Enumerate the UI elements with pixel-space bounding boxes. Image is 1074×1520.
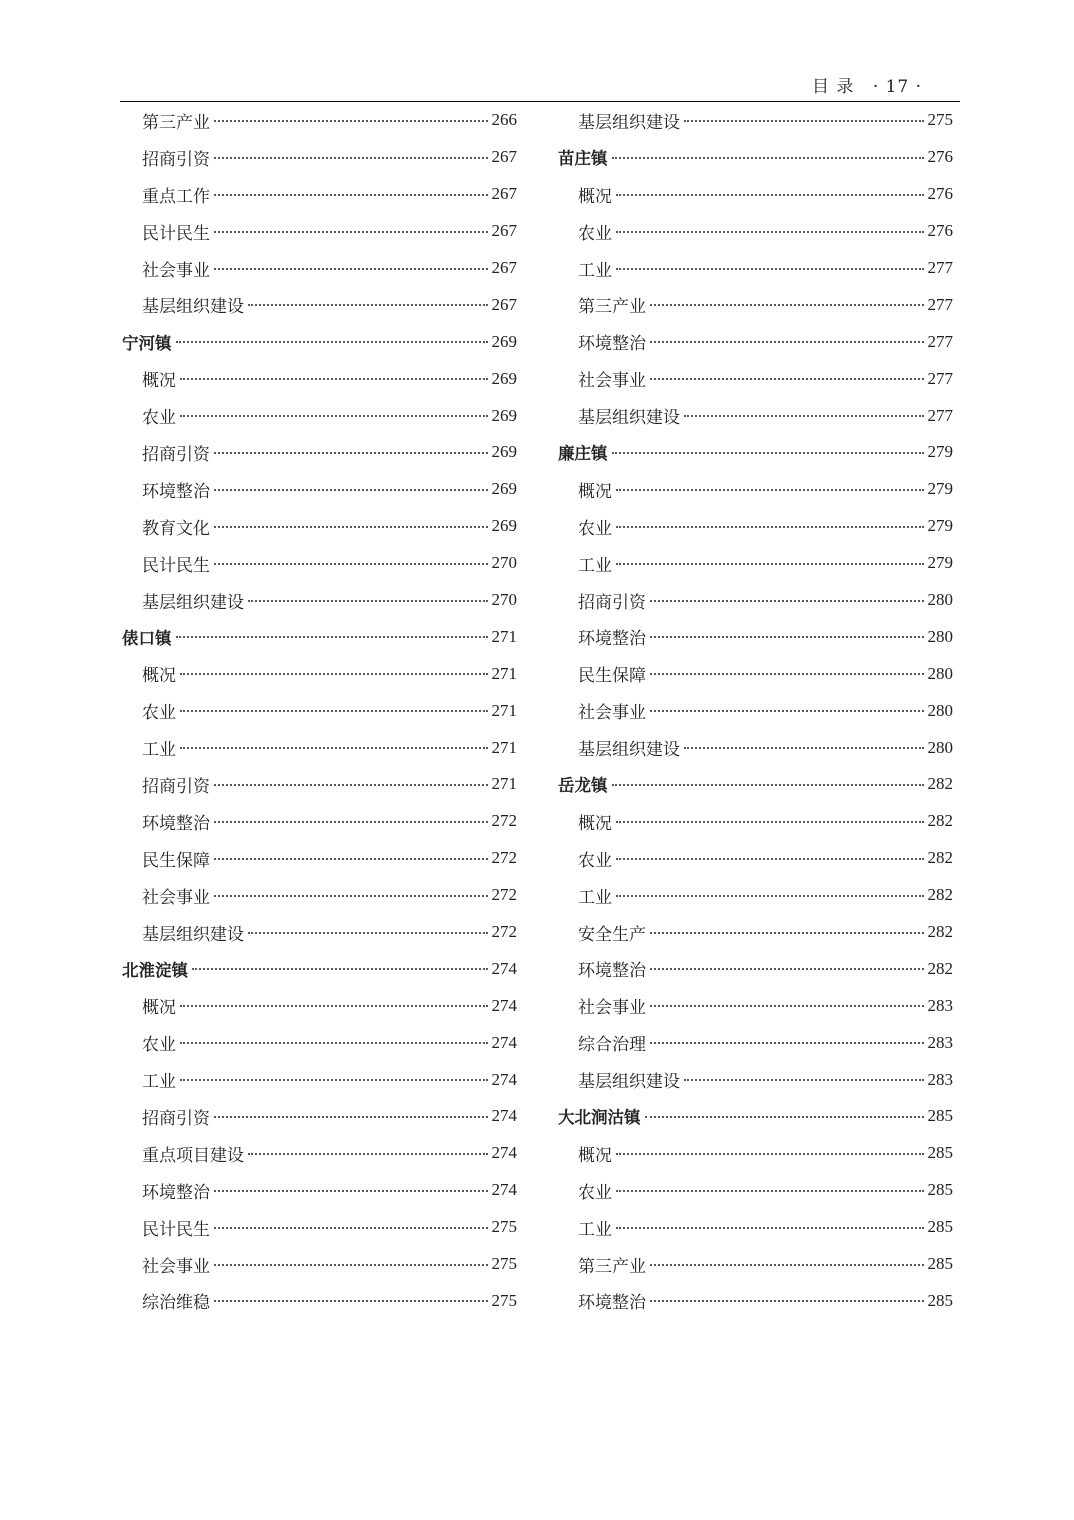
toc-entry-page: 279: [927, 516, 953, 536]
toc-subentry[interactable]: [122, 545, 517, 582]
dot-leader: [650, 340, 924, 343]
toc-entry-page: 274: [491, 958, 517, 978]
dot-leader: [248, 931, 488, 934]
toc-entry-label: 民计民生: [142, 223, 210, 244]
toc-entry-page: 285: [927, 1254, 953, 1274]
dot-leader: [650, 635, 924, 638]
dot-leader: [214, 1115, 488, 1118]
toc-entry-page: 285: [927, 1106, 953, 1126]
toc-subentry[interactable]: [122, 1135, 517, 1172]
toc-entry-page: 283: [927, 1032, 953, 1052]
dot-leader: [180, 746, 488, 749]
dot-leader: [214, 119, 488, 122]
toc-subentry[interactable]: [122, 286, 517, 323]
toc-subentry[interactable]: [122, 582, 517, 619]
toc-entry-page: 270: [491, 590, 517, 610]
toc-entry-page: 267: [491, 184, 517, 204]
toc-subentry[interactable]: [558, 655, 953, 692]
toc-subentry[interactable]: [122, 508, 517, 545]
dot-leader: [616, 857, 924, 860]
toc-subentry[interactable]: [558, 397, 953, 434]
toc-entry-page: 272: [491, 848, 517, 868]
dot-leader: [650, 377, 924, 380]
toc-subentry[interactable]: [558, 1061, 953, 1098]
toc-entry-label: 基层组织建设: [578, 740, 680, 761]
toc-entry-label: 概况: [578, 186, 612, 207]
toc-entry-label: 概况: [142, 371, 176, 392]
toc-subentry[interactable]: [558, 1209, 953, 1246]
toc-subentry[interactable]: [558, 803, 953, 840]
toc-entry-page: 275: [491, 1290, 517, 1310]
toc-entry-label: 大北涧沽镇: [558, 1108, 641, 1128]
toc-subentry[interactable]: [558, 323, 953, 360]
toc-subentry[interactable]: [122, 766, 517, 803]
toc-section-entry[interactable]: [122, 950, 517, 987]
toc-entry-page: 267: [491, 294, 517, 314]
toc-entry-page: 269: [491, 479, 517, 499]
toc-entry-page: 285: [927, 1217, 953, 1237]
toc-entry-label: 农业: [578, 223, 612, 244]
toc-entry-page: 269: [491, 331, 517, 351]
dot-leader: [214, 488, 488, 491]
toc-entry-page: 277: [927, 405, 953, 425]
dot-leader: [180, 1078, 488, 1081]
toc-entry-page: 267: [491, 258, 517, 277]
toc-subentry[interactable]: [122, 803, 517, 840]
toc-entry-page: 279: [927, 553, 953, 573]
dot-leader: [248, 1152, 488, 1155]
toc-entry-label: 环境整治: [142, 1182, 210, 1203]
toc-subentry[interactable]: [558, 545, 953, 582]
toc-entry-label: 民生保障: [578, 666, 646, 687]
toc-entry-page: 280: [927, 626, 953, 646]
toc-entry-page: 274: [491, 995, 517, 1015]
toc-entry-page: 282: [927, 848, 953, 868]
toc-subentry[interactable]: [558, 102, 953, 139]
dot-leader: [616, 525, 924, 528]
toc-entry-page: 267: [491, 221, 517, 241]
dot-leader: [616, 488, 924, 491]
toc-subentry[interactable]: [558, 729, 953, 766]
toc-entry-label: 招商引资: [142, 776, 210, 797]
toc-entry-page: 277: [927, 368, 953, 388]
toc-subentry[interactable]: [558, 1172, 953, 1209]
toc-entry-page: 267: [491, 147, 517, 167]
toc-entry-page: 272: [491, 885, 517, 905]
toc-subentry[interactable]: [122, 471, 517, 508]
toc-entry-label: 社会事业: [578, 703, 646, 724]
dot-leader: [180, 377, 488, 380]
toc-entry-label: 环境整治: [142, 813, 210, 834]
dot-leader: [645, 1115, 924, 1118]
toc-subentry[interactable]: [558, 582, 953, 619]
toc-entry-page: 276: [927, 147, 953, 167]
toc-entry-page: 279: [927, 442, 953, 462]
toc-entry-page: 270: [491, 553, 517, 573]
toc-subentry[interactable]: [558, 877, 953, 914]
toc-subentry[interactable]: [122, 692, 517, 729]
dot-leader: [214, 1263, 488, 1266]
toc-subentry[interactable]: [122, 1246, 517, 1283]
dot-leader: [214, 562, 488, 565]
toc-entry-page: 272: [491, 922, 517, 942]
dot-leader: [616, 1152, 924, 1155]
dot-leader: [214, 525, 488, 528]
toc-entry-label: 农业: [142, 1035, 176, 1056]
toc-subentry[interactable]: [558, 508, 953, 545]
toc-left-column: [122, 102, 517, 1319]
dot-leader: [214, 820, 488, 823]
toc-entry-label: 农业: [142, 408, 176, 429]
toc-entry-page: 274: [491, 1106, 517, 1126]
toc-entry-label: 环境整治: [578, 629, 646, 650]
toc-entry-label: 苗庄镇: [558, 149, 608, 169]
toc-entry-page: 269: [491, 442, 517, 462]
toc-entry-label: 概况: [578, 481, 612, 502]
toc-entry-label: 工业: [142, 1072, 176, 1093]
dot-leader: [616, 230, 924, 233]
toc-entry-label: 俵口镇: [122, 628, 172, 648]
toc-entry-label: 招商引资: [142, 149, 210, 170]
toc-subentry[interactable]: [122, 840, 517, 877]
toc-entry-label: 北淮淀镇: [122, 960, 188, 980]
dot-leader: [650, 672, 924, 675]
toc-entry-label: 教育文化: [142, 518, 210, 539]
dot-leader: [214, 267, 488, 270]
dot-leader: [214, 783, 488, 786]
toc-entry-label: 农业: [578, 518, 612, 539]
toc-entry-page: 285: [927, 1180, 953, 1200]
toc-section-entry[interactable]: [558, 766, 953, 803]
dot-leader: [616, 193, 924, 196]
toc-entry-page: 271: [491, 774, 517, 794]
toc-entry-page: 274: [491, 1032, 517, 1052]
toc-subentry[interactable]: [558, 840, 953, 877]
toc-subentry[interactable]: [122, 1024, 517, 1061]
toc-entry-label: 概况: [142, 666, 176, 687]
toc-entry-label: 重点工作: [142, 186, 210, 207]
dot-leader: [650, 931, 924, 934]
toc-entry-page: 271: [491, 700, 517, 720]
toc-entry-page: 275: [491, 1217, 517, 1237]
toc-subentry[interactable]: [558, 1283, 953, 1320]
toc-entry-label: 社会事业: [142, 260, 210, 281]
dot-leader: [214, 894, 488, 897]
toc-entry-label: 综治维稳: [142, 1293, 210, 1314]
toc-entry-label: 环境整治: [578, 961, 646, 982]
dot-leader: [650, 967, 924, 970]
toc-entry-label: 基层组织建设: [142, 924, 244, 945]
toc-entry-page: 274: [491, 1069, 517, 1089]
dot-leader: [214, 451, 488, 454]
toc-entry-label: 概况: [578, 1145, 612, 1166]
toc-entry-page: 272: [491, 811, 517, 831]
header-page-number: · 17 ·: [872, 77, 923, 97]
dot-leader: [180, 1041, 488, 1044]
toc-subentry[interactable]: [558, 1135, 953, 1172]
toc-entry-page: 271: [491, 663, 517, 683]
toc-entry-page: 277: [927, 294, 953, 314]
toc-entry-label: 概况: [578, 813, 612, 834]
toc-subentry[interactable]: [558, 471, 953, 508]
toc-subentry[interactable]: [558, 914, 953, 951]
toc-subentry[interactable]: [558, 1246, 953, 1283]
toc-subentry[interactable]: [558, 250, 953, 287]
dot-leader: [176, 635, 488, 638]
header-title: 目 录: [812, 77, 855, 97]
toc-subentry[interactable]: [122, 1061, 517, 1098]
dot-leader: [612, 451, 924, 454]
toc-entry-label: 社会事业: [578, 371, 646, 392]
dot-leader: [684, 119, 924, 122]
toc-entry-label: 招商引资: [142, 444, 210, 465]
dot-leader: [612, 156, 924, 159]
dot-leader: [684, 414, 924, 417]
toc-subentry[interactable]: [122, 1209, 517, 1246]
toc-entry-page: 280: [927, 700, 953, 720]
dot-leader: [180, 1004, 488, 1007]
toc-subentry[interactable]: [122, 655, 517, 692]
toc-entry-page: 275: [927, 110, 953, 130]
toc-entry-label: 工业: [142, 740, 176, 761]
toc-entry-label: 招商引资: [578, 592, 646, 613]
toc-subentry[interactable]: [122, 1283, 517, 1320]
toc-subentry[interactable]: [558, 176, 953, 213]
toc-entry-page: 285: [927, 1290, 953, 1310]
dot-leader: [616, 1226, 924, 1229]
toc-entry-label: 农业: [578, 850, 612, 871]
dot-leader: [214, 1189, 488, 1192]
toc-entry-label: 基层组织建设: [142, 297, 244, 318]
toc-entry-page: 280: [927, 590, 953, 610]
toc-section-entry[interactable]: [558, 434, 953, 471]
toc-entry-label: 宁河镇: [122, 333, 172, 353]
toc-entry-page: 282: [927, 958, 953, 978]
toc-entry-page: 282: [927, 885, 953, 905]
toc-entry-label: 民计民生: [142, 555, 210, 576]
toc-entry-label: 环境整治: [578, 334, 646, 355]
toc-entry-label: 农业: [578, 1182, 612, 1203]
toc-entry-label: 民生保障: [142, 850, 210, 871]
toc-subentry[interactable]: [122, 176, 517, 213]
dot-leader: [192, 967, 488, 970]
dot-leader: [684, 746, 924, 749]
toc-subentry[interactable]: [122, 213, 517, 250]
toc-subentry[interactable]: [122, 250, 517, 287]
toc-entry-page: 269: [491, 516, 517, 536]
toc-subentry[interactable]: [122, 434, 517, 471]
toc-entry-page: 276: [927, 221, 953, 241]
dot-leader: [650, 1041, 924, 1044]
toc-subentry[interactable]: [558, 987, 953, 1024]
toc-subentry[interactable]: [122, 360, 517, 397]
toc-subentry[interactable]: [558, 213, 953, 250]
toc-subentry[interactable]: [558, 286, 953, 323]
toc-entry-label: 综合治理: [578, 1035, 646, 1056]
toc-entry-label: 安全生产: [578, 924, 646, 945]
toc-subentry[interactable]: [558, 692, 953, 729]
dot-leader: [176, 340, 488, 343]
dot-leader: [214, 230, 488, 233]
toc-entry-label: 第三产业: [142, 112, 210, 133]
toc-subentry[interactable]: [558, 1024, 953, 1061]
toc-entry-label: 基层组织建设: [578, 1072, 680, 1093]
toc-entry-label: 工业: [578, 555, 612, 576]
toc-section-entry[interactable]: [558, 1098, 953, 1135]
toc-subentry[interactable]: [122, 102, 517, 139]
toc-entry-label: 社会事业: [578, 998, 646, 1019]
dot-leader: [650, 1299, 924, 1302]
toc-entry-page: 271: [491, 737, 517, 757]
toc-entry-page: 266: [491, 110, 517, 130]
toc-subentry[interactable]: [122, 729, 517, 766]
dot-leader: [248, 303, 488, 306]
toc-section-entry[interactable]: [558, 139, 953, 176]
dot-leader: [616, 1189, 924, 1192]
toc-entry-page: 282: [927, 922, 953, 942]
toc-entry-label: 重点项目建设: [142, 1145, 244, 1166]
toc-entry-label: 招商引资: [142, 1108, 210, 1129]
toc-entry-label: 社会事业: [142, 1256, 210, 1277]
toc-entry-page: 274: [491, 1143, 517, 1163]
toc-entry-label: 第三产业: [578, 297, 646, 318]
toc-subentry[interactable]: [122, 914, 517, 951]
toc-entry-page: 283: [927, 1069, 953, 1089]
toc-entry-label: 概况: [142, 998, 176, 1019]
toc-entry-label: 工业: [578, 887, 612, 908]
toc-subentry[interactable]: [122, 397, 517, 434]
dot-leader: [650, 1263, 924, 1266]
toc-entry-page: 282: [927, 774, 953, 794]
dot-leader: [650, 303, 924, 306]
toc-entry-label: 农业: [142, 703, 176, 724]
toc-subentry[interactable]: [122, 139, 517, 176]
dot-leader: [616, 267, 924, 270]
toc-entry-page: 276: [927, 184, 953, 204]
toc-subentry[interactable]: [122, 1172, 517, 1209]
dot-leader: [214, 156, 488, 159]
toc-entry-page: 277: [927, 258, 953, 277]
toc-entry-page: 282: [927, 811, 953, 831]
dot-leader: [650, 709, 924, 712]
toc-right-column: [558, 102, 953, 1319]
dot-leader: [180, 414, 488, 417]
toc-entry-label: 岳龙镇: [558, 776, 608, 796]
toc-section-entry[interactable]: [122, 323, 517, 360]
dot-leader: [248, 599, 488, 602]
toc-entry-page: 269: [491, 368, 517, 388]
dot-leader: [214, 1299, 488, 1302]
toc-subentry[interactable]: [122, 1098, 517, 1135]
toc-entry-label: 基层组织建设: [142, 592, 244, 613]
toc-entry-page: 275: [491, 1254, 517, 1274]
toc-entry-label: 环境整治: [142, 481, 210, 502]
toc-entry-page: 283: [927, 995, 953, 1015]
dot-leader: [616, 820, 924, 823]
toc-entry-label: 第三产业: [578, 1256, 646, 1277]
dot-leader: [616, 894, 924, 897]
toc-entry-label: 环境整治: [578, 1293, 646, 1314]
toc-subentry[interactable]: [122, 877, 517, 914]
dot-leader: [180, 709, 488, 712]
toc-entry-label: 社会事业: [142, 887, 210, 908]
dot-leader: [684, 1078, 924, 1081]
toc-subentry[interactable]: [122, 987, 517, 1024]
dot-leader: [214, 193, 488, 196]
toc-entry-page: 271: [491, 626, 517, 646]
toc-entry-page: 279: [927, 479, 953, 499]
toc-subentry[interactable]: [558, 360, 953, 397]
toc-entry-label: 工业: [578, 260, 612, 281]
toc-subentry[interactable]: [558, 950, 953, 987]
toc-section-entry[interactable]: [122, 618, 517, 655]
toc-entry-page: 280: [927, 737, 953, 757]
toc-entry-page: 277: [927, 331, 953, 351]
toc-entry-label: 廉庄镇: [558, 444, 608, 464]
toc-entry-label: 民计民生: [142, 1219, 210, 1240]
dot-leader: [612, 783, 924, 786]
dot-leader: [616, 562, 924, 565]
toc-entry-label: 基层组织建设: [578, 112, 680, 133]
dot-leader: [180, 672, 488, 675]
toc-entry-page: 280: [927, 663, 953, 683]
toc-entry-label: 基层组织建设: [578, 408, 680, 429]
running-header: [812, 72, 922, 97]
toc-entry-page: 285: [927, 1143, 953, 1163]
toc-entry-label: 工业: [578, 1219, 612, 1240]
dot-leader: [650, 599, 924, 602]
toc-entry-page: 274: [491, 1180, 517, 1200]
dot-leader: [214, 857, 488, 860]
toc-entry-page: 269: [491, 405, 517, 425]
toc-subentry[interactable]: [558, 618, 953, 655]
dot-leader: [214, 1226, 488, 1229]
dot-leader: [650, 1004, 924, 1007]
